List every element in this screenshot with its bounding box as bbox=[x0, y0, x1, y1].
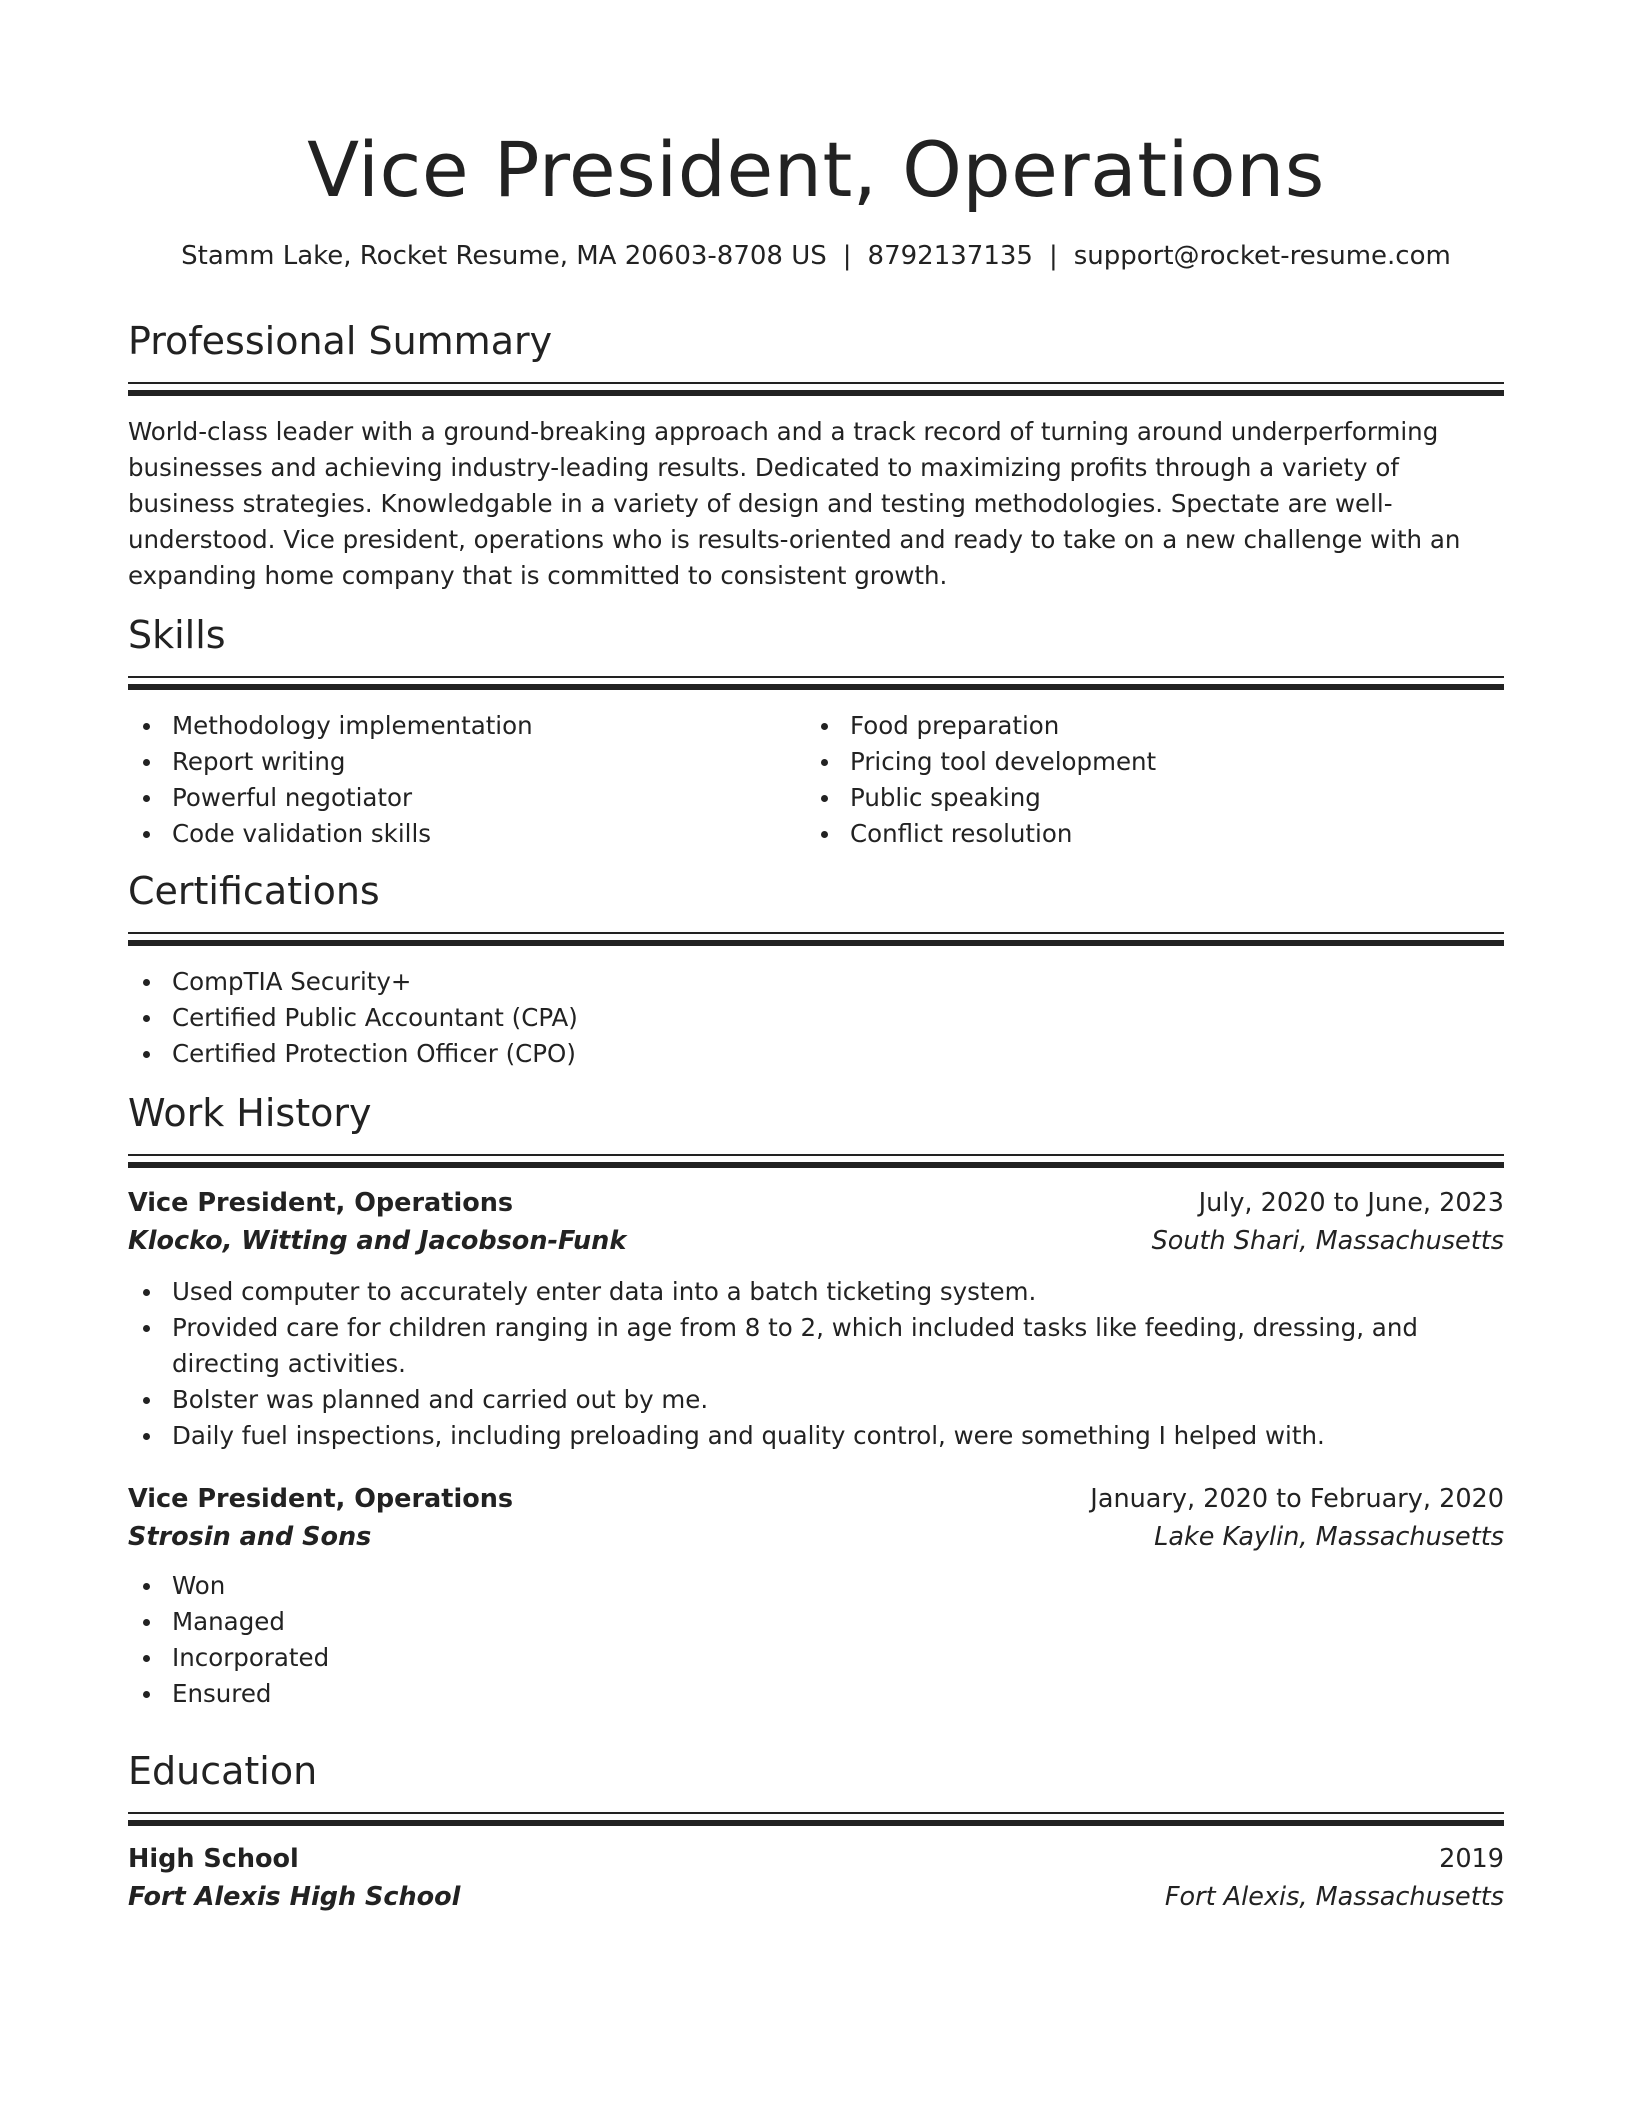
contact-separator: | bbox=[842, 241, 852, 271]
job-entry bbox=[128, 1480, 1504, 1712]
job-title: Vice President, Operations bbox=[128, 1484, 514, 1514]
skills-section bbox=[128, 608, 1504, 852]
contact-line bbox=[128, 238, 1504, 274]
certification-item: CompTIA Security+ bbox=[128, 964, 1504, 1000]
job-dates: January, 2020 to February, 2020 bbox=[1090, 1484, 1504, 1514]
job-bullet: Provided care for children ranging in age from 8 to 2, which included tasks like feeding, dressing, and directing activities. bbox=[128, 1310, 1504, 1382]
certifications-list bbox=[128, 964, 1504, 1072]
section-title: Certifications bbox=[128, 869, 380, 913]
skill-item: Food preparation bbox=[806, 708, 1484, 744]
education-location: Fort Alexis, Massachusetts bbox=[1164, 1882, 1504, 1912]
certifications-section bbox=[128, 864, 1504, 1072]
education-school: Fort Alexis High School bbox=[128, 1882, 461, 1912]
job-bullet: Managed bbox=[128, 1604, 1504, 1640]
section-title: Professional Summary bbox=[128, 319, 553, 363]
summary-section bbox=[128, 314, 1504, 594]
section-title: Work History bbox=[128, 1091, 372, 1135]
job-entry bbox=[128, 1184, 1504, 1454]
section-divider bbox=[128, 382, 1504, 398]
section-divider bbox=[128, 1154, 1504, 1170]
job-bullet: Won bbox=[128, 1568, 1504, 1604]
section-title: Skills bbox=[128, 613, 226, 657]
education-entry bbox=[128, 1840, 1504, 1916]
contact-email: support@rocket-resume.com bbox=[1073, 241, 1451, 271]
skills-list-left bbox=[128, 708, 806, 852]
skill-item: Conflict resolution bbox=[806, 816, 1484, 852]
resume-name: Vice President, Operations bbox=[307, 125, 1325, 214]
education-degree: High School bbox=[128, 1844, 299, 1874]
section-divider bbox=[128, 1812, 1504, 1828]
section-divider bbox=[128, 676, 1504, 692]
job-location: Lake Kaylin, Massachusetts bbox=[1154, 1522, 1504, 1552]
job-bullet: Incorporated bbox=[128, 1640, 1504, 1676]
job-company: Strosin and Sons bbox=[128, 1522, 372, 1552]
section-divider bbox=[128, 932, 1504, 948]
job-dates: July, 2020 to June, 2023 bbox=[1198, 1188, 1504, 1218]
job-title: Vice President, Operations bbox=[128, 1188, 514, 1218]
job-bullet: Bolster was planned and carried out by me. bbox=[128, 1382, 1504, 1418]
job-bullet: Ensured bbox=[128, 1676, 1504, 1712]
skill-item: Public speaking bbox=[806, 780, 1484, 816]
skill-item: Report writing bbox=[128, 744, 806, 780]
education-section bbox=[128, 1744, 1504, 1916]
job-location: South Shari, Massachusetts bbox=[1151, 1226, 1504, 1256]
skill-item: Code validation skills bbox=[128, 816, 806, 852]
skills-columns bbox=[128, 708, 1504, 852]
skill-item: Powerful negotiator bbox=[128, 780, 806, 816]
education-year: 2019 bbox=[1439, 1844, 1504, 1874]
job-bullet: Used computer to accurately enter data into a batch ticketing system. bbox=[128, 1274, 1504, 1310]
job-company: Klocko, Witting and Jacobson-Funk bbox=[128, 1226, 627, 1256]
summary-text: World-class leader with a ground-breaking approach and a track record of turning around underperforming businesses and achieving industry-leading results. Dedicated to maximizing profits through a variety of business strategies. Knowledgable in a variety of design and testing methodologies. Spectate are well-understood. Vice president, operations who is results-oriented and ready to take on a new challenge with an expanding home company that is committed to consistent growth. bbox=[128, 417, 1461, 590]
job-bullets bbox=[128, 1568, 1504, 1712]
certification-item: Certified Protection Officer (CPO) bbox=[128, 1036, 1504, 1072]
contact-address: Stamm Lake, Rocket Resume, MA 20603-8708 US bbox=[181, 241, 827, 271]
section-title: Education bbox=[128, 1749, 318, 1793]
job-bullet: Daily fuel inspections, including preloading and quality control, were something I helped with. bbox=[128, 1418, 1504, 1454]
contact-separator: | bbox=[1048, 241, 1058, 271]
skill-item: Methodology implementation bbox=[128, 708, 806, 744]
work-history-section bbox=[128, 1086, 1504, 1712]
skills-list-right bbox=[806, 708, 1484, 852]
job-bullets bbox=[128, 1274, 1504, 1454]
skill-item: Pricing tool development bbox=[806, 744, 1484, 780]
certification-item: Certified Public Accountant (CPA) bbox=[128, 1000, 1504, 1036]
contact-phone: 8792137135 bbox=[867, 241, 1033, 271]
